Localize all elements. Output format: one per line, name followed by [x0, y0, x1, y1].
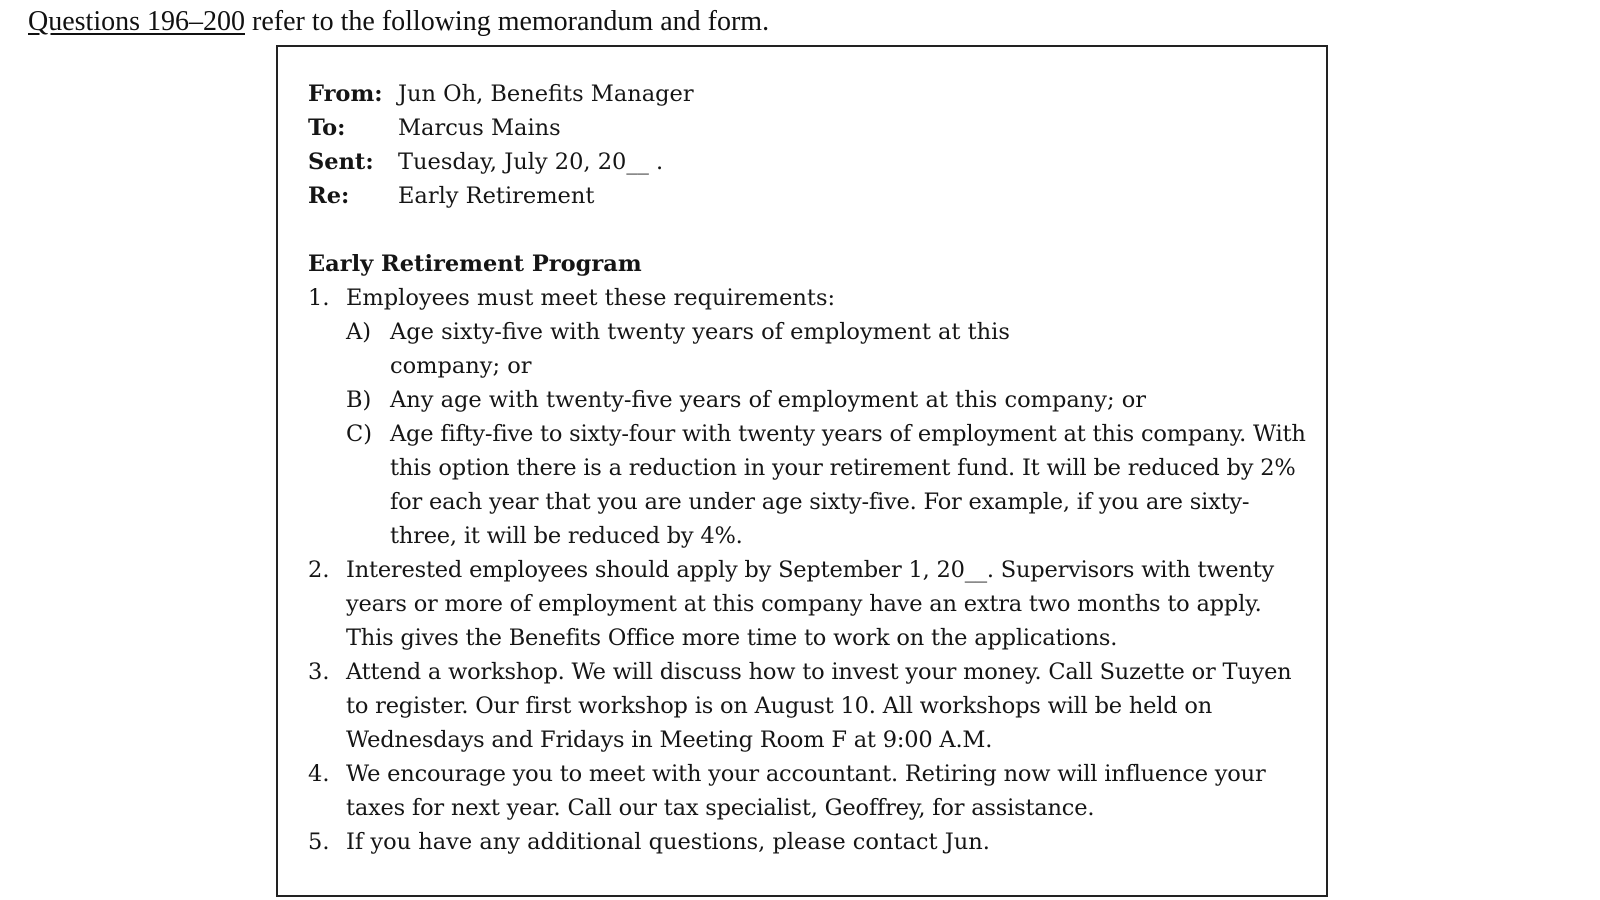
sub-item-text: Age sixty-five with twenty years of employment at this company; or [390, 319, 1010, 379]
memo-header-to [308, 111, 1306, 145]
item-text: Employees must meet these requirements: [346, 285, 836, 311]
sub-item [346, 383, 1306, 417]
item-number: 2. [308, 557, 330, 583]
sub-item-letter: B) [346, 387, 372, 413]
header-value: Jun Oh, Benefits Manager [398, 81, 694, 107]
header-value: Early Retirement [398, 183, 595, 209]
item-number: 5. [308, 829, 330, 855]
item-number: 3. [308, 659, 330, 685]
intro-line [28, 4, 769, 40]
memo-content [308, 77, 1306, 859]
item-text: Attend a workshop. We will discuss how to invest your money. Call Suzette or Tuyen to register. Our first workshop is on August 10. All workshops will be held on Wednesdays and Fridays in Meeting Room F at 9:00 A.M. [346, 659, 1292, 753]
memo-header-sent [308, 145, 1306, 179]
sub-item-text: Any age with twenty-five years of employment at this company; or [390, 387, 1147, 413]
list-item [308, 553, 1306, 655]
memorandum [276, 45, 1328, 897]
intro-text: refer to the following memorandum and form. [245, 6, 770, 37]
section-title: Early Retirement Program [308, 251, 642, 277]
item-text: If you have any additional questions, please contact Jun. [346, 829, 990, 855]
item-text: We encourage you to meet with your accountant. Retiring now will influence your taxes for next year. Call our tax specialist, Geoffrey, for assistance. [346, 761, 1266, 821]
item-number: 4. [308, 761, 330, 787]
list-item [308, 825, 1306, 859]
header-label: Sent: [308, 149, 374, 175]
question-range: Questions 196–200 [28, 6, 245, 37]
list-item [308, 757, 1306, 825]
header-label: From: [308, 81, 383, 107]
memo-header-from [308, 77, 1306, 111]
header-value: Tuesday, July 20, 20__ . [398, 149, 664, 175]
header-label: Re: [308, 183, 350, 209]
sub-item [346, 417, 1306, 553]
list-item [308, 655, 1306, 757]
sub-item-letter: A) [346, 319, 372, 345]
item-text: Interested employees should apply by September 1, 20__. Supervisors with twenty years or more of employment at this company have an extra two months to apply. This gives the Benefits Office more time to work on the applications. [346, 557, 1275, 651]
sub-item-text: Age fifty-five to sixty-four with twenty years of employment at this company. With this option there is a reduction in your retirement fund. It will be reduced by 2% for each year that you are under age sixty-five. For example, if you are sixty-three, it will be reduced by 4%. [390, 421, 1306, 549]
sub-item [346, 315, 1306, 383]
header-value: Marcus Mains [398, 115, 561, 141]
sub-item-letter: C) [346, 421, 372, 447]
header-label: To: [308, 115, 346, 141]
memo-header-re [308, 179, 1306, 213]
list-item [308, 281, 1306, 553]
item-number: 1. [308, 285, 330, 311]
